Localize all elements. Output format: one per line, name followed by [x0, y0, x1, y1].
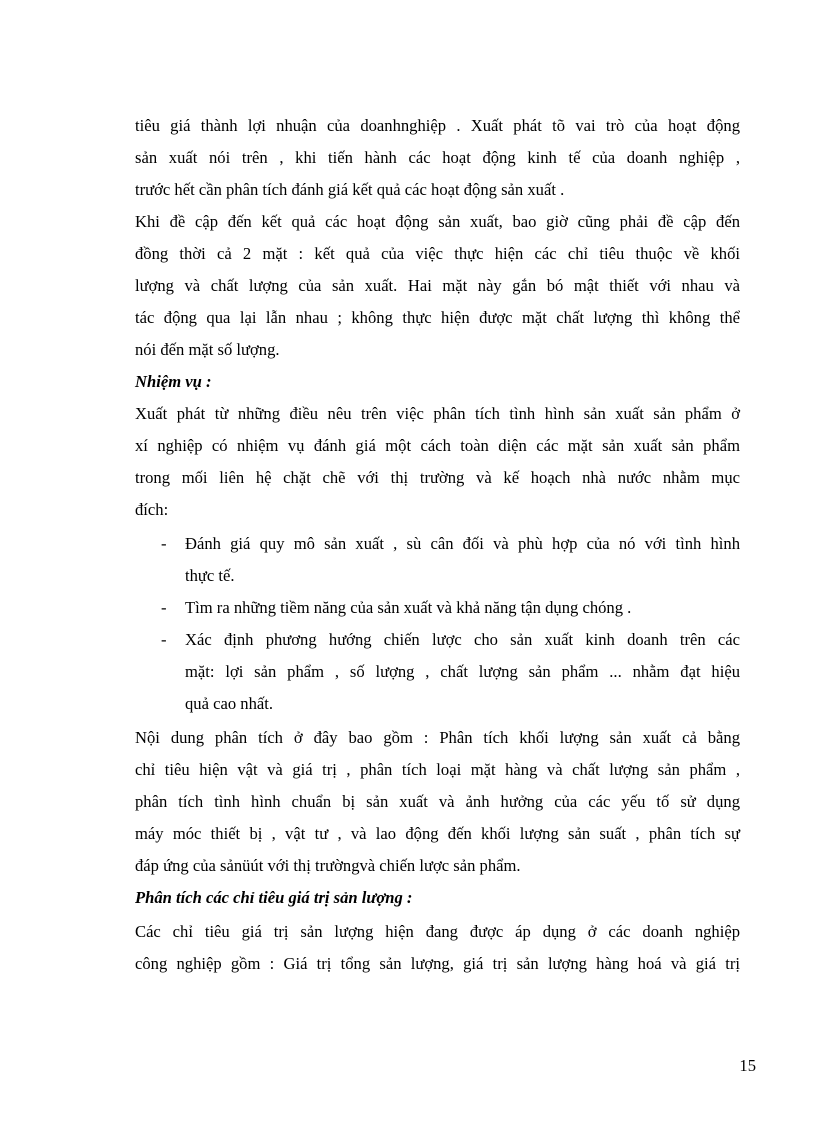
- paragraph-5-line-2: công nghiệp gồm : Giá trị tổng sản lượng, giá trị sản lượng hàng hoá và giá trị: [135, 954, 740, 973]
- paragraph-4-line-2: chỉ tiêu hiện vật và giá trị , phân tích loại mặt hàng và chất lượng sản phẩm ,: [135, 760, 740, 779]
- paragraph-1-line-1: tiêu giá thành lợi nhuận của doanhnghiệp . Xuất phát tõ vai trò của hoạt động: [135, 116, 740, 135]
- bullet-dash-2: -: [161, 598, 167, 617]
- bullet-3-line-3: quả cao nhất.: [185, 694, 274, 713]
- bullet-1-line-1: Đánh giá quy mô sản xuất , sù cân đối và phù hợp của nó với tình hình: [185, 534, 740, 553]
- section-heading-phan-tich: Phân tích các chỉ tiêu giá trị sản lượng :: [135, 888, 413, 907]
- page-number: 15: [739, 1056, 756, 1075]
- paragraph-2-line-3: lượng và chất lượng của sản xuất. Hai mặt này gắn bó mật thiết với nhau và: [135, 276, 740, 295]
- paragraph-5-line-1: Các chỉ tiêu giá trị sản lượng hiện đang được áp dụng ở các doanh nghiệp: [135, 922, 740, 941]
- bullet-2-line-1: Tìm ra những tiềm năng của sản xuất và khả năng tận dụng chóng .: [185, 598, 632, 617]
- paragraph-3-line-1: Xuất phát từ những điều nêu trên việc phân tích tình hình sản xuất sản phẩm ở: [135, 404, 740, 423]
- paragraph-1-line-3: trước hết cần phân tích đánh giá kết quả các hoạt động sản xuất .: [135, 180, 565, 199]
- bullet-1-line-2: thực tế.: [185, 566, 235, 585]
- section-heading-nhiem-vu: Nhiệm vụ :: [135, 372, 212, 391]
- bullet-3-line-1: Xác định phương hướng chiến lược cho sản xuất kinh doanh trên các: [185, 630, 740, 649]
- bullet-dash-3: -: [161, 630, 167, 649]
- paragraph-2-line-2: đồng thời cả 2 mặt : kết quả của việc thực hiện các chỉ tiêu thuộc về khối: [135, 244, 740, 263]
- paragraph-2-line-5: nói đến mặt số lượng.: [135, 340, 280, 359]
- bullet-dash-1: -: [161, 534, 167, 553]
- bullet-3-line-2: mặt: lợi sản phẩm , số lượng , chất lượng sản phẩm ... nhằm đạt hiệu: [185, 662, 740, 681]
- paragraph-3-line-3: trong mối liên hệ chặt chẽ với thị trường và kế hoạch nhà nước nhằm mục: [135, 468, 740, 487]
- paragraph-4-line-3: phân tích tình hình chuẩn bị sản xuất và ảnh hưởng của các yếu tố sử dụng: [135, 792, 740, 811]
- paragraph-4-line-4: máy móc thiết bị , vật tư , và lao động đến khối lượng sản suất , phân tích sự: [135, 824, 740, 843]
- paragraph-4-line-1: Nội dung phân tích ở đây bao gồm : Phân tích khối lượng sản xuất cả bằng: [135, 728, 740, 747]
- paragraph-3-line-4: đích:: [135, 500, 169, 519]
- paragraph-1-line-2: sản xuất nói trên , khi tiến hành các hoạt động kinh tế của doanh nghiệp ,: [135, 148, 740, 167]
- body-text: [135, 114, 740, 974]
- paragraph-3-line-2: xí nghiệp có nhiệm vụ đánh giá một cách toàn diện các mặt sản xuất sản phẩm: [135, 436, 740, 455]
- paragraph-2-line-4: tác động qua lại lẫn nhau ; không thực hiện được mặt chất lượng thì không thể: [135, 308, 740, 327]
- paragraph-2-line-1: Khi đề cập đến kết quả các hoạt động sản xuất, bao giờ cũng phải đề cập đến: [135, 212, 740, 231]
- paragraph-4-line-5: đáp ứng của sảnüút với thị trườngvà chiến lược sản phẩm.: [135, 856, 521, 875]
